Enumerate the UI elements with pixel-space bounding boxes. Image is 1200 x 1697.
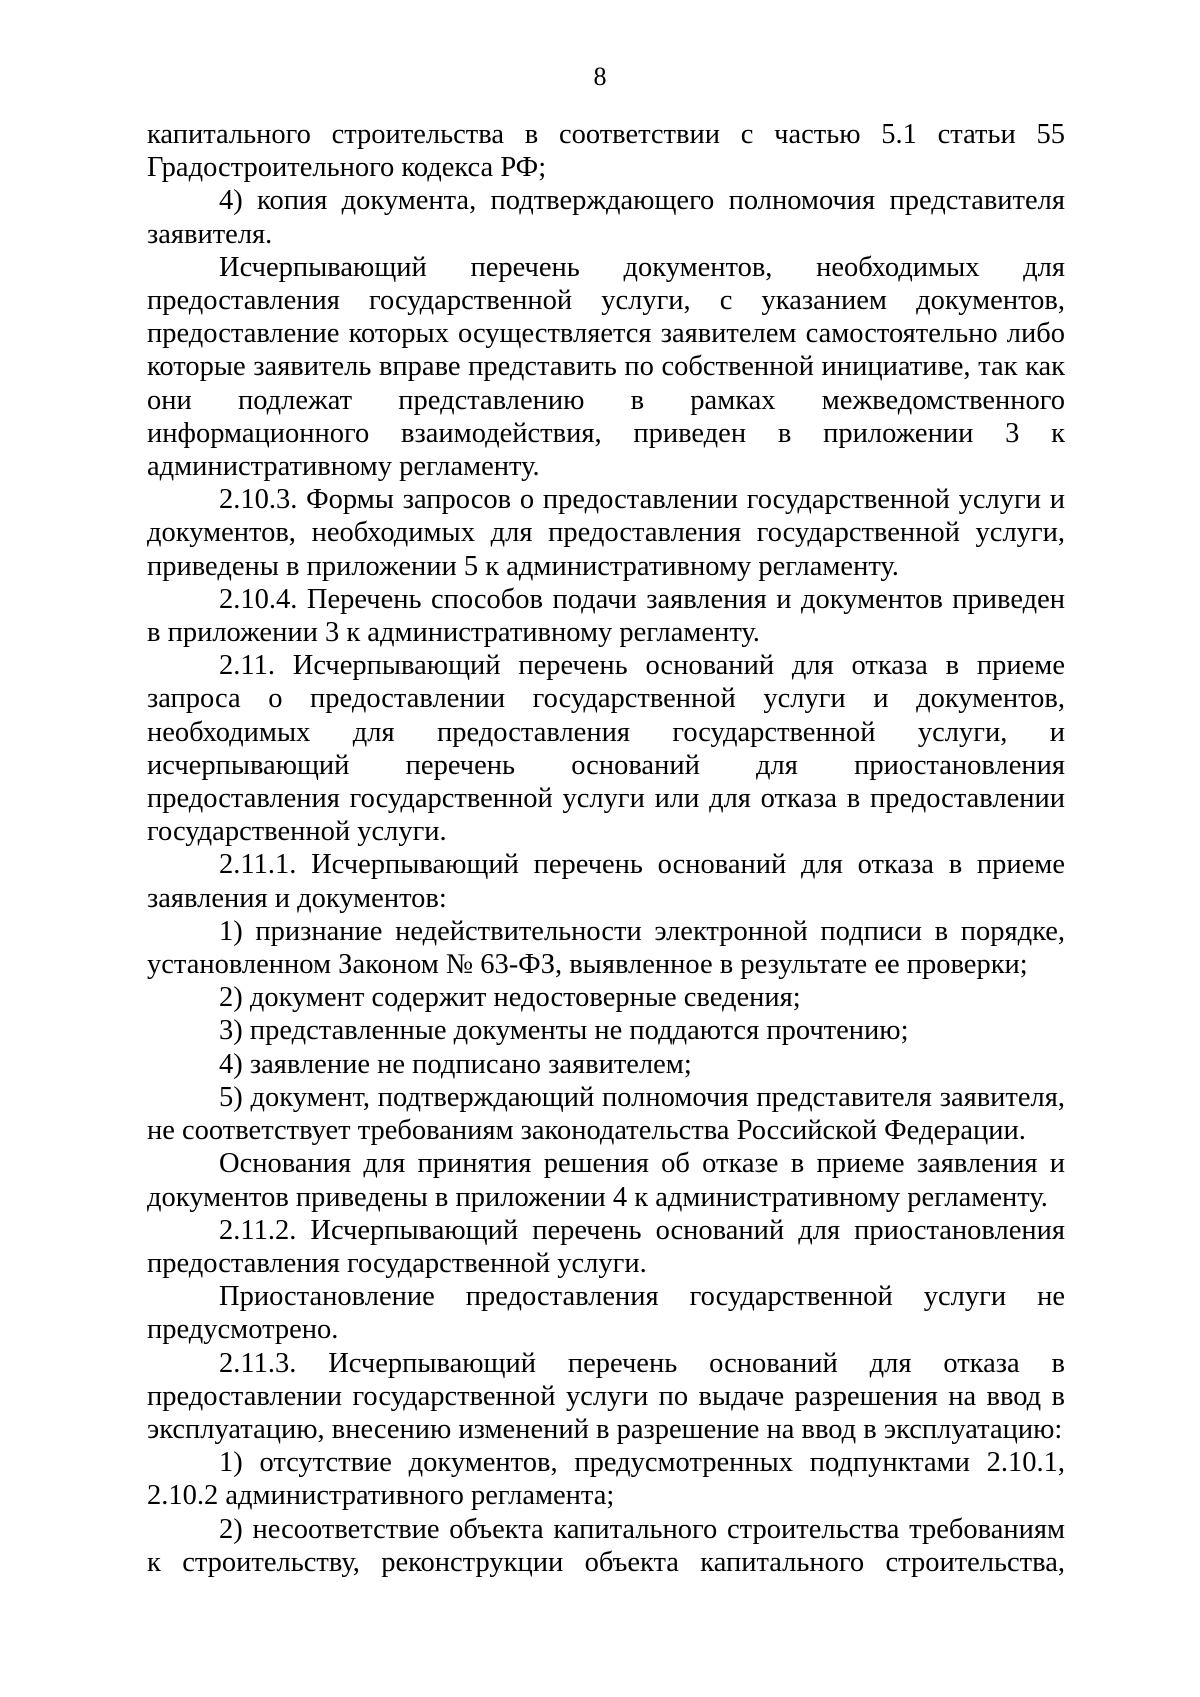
paragraph: 5) документ, подтверждающий полномочия представителя заявителя, не соответствует требованиям законодательства Российской Федерации. — [147, 1081, 1065, 1147]
paragraph: 1) признание недействительности электронной подписи в порядке, установленном Законом № 63-ФЗ, выявленное в результате ее проверки; — [147, 915, 1065, 981]
page-number: 8 — [593, 62, 607, 91]
paragraph: капитального строительства в соответствии с частью 5.1 статьи 55 Градостроительного кодекса РФ; — [147, 119, 1065, 184]
paragraph: 2) документ содержит недостоверные сведения; — [219, 982, 801, 1014]
paragraph: 4) заявление не подписано заявителем; — [219, 1048, 692, 1080]
paragraph: 2) несоответствие объекта капитального строительства требованиям к строительству, реконструкции объекта капитального строительства, — [147, 1513, 1065, 1578]
paragraph: 1) отсутствие документов, предусмотренных подпунктами 2.10.1, 2.10.2 административного регламента; — [147, 1447, 1065, 1512]
paragraph: 4) копия документа, подтверждающего полномочия представителя заявителя. — [147, 185, 1065, 250]
paragraph: 2.11.3. Исчерпывающий перечень оснований для отказа в предоставлении государственной услуги по выдаче разрешения на ввод в эксплуатацию, внесению изменений в разрешение на ввод в эксплуатацию: — [147, 1347, 1065, 1445]
paragraph: 2.10.3. Формы запросов о предоставлении государственной услуги и документов, необходимых для предоставления государственной услуги, приведены в приложении 5 к административному регламенту. — [147, 484, 1065, 582]
paragraph: 2.10.4. Перечень способов подачи заявления и документов приведен в приложении 3 к административному регламенту. — [147, 583, 1065, 649]
paragraph: 3) представленные документы не поддаются прочтению; — [219, 1015, 909, 1047]
paragraph: Исчерпывающий перечень документов, необходимых для предоставления государственной услуги, с указанием документов, предоставление которых осуществляется заявителем самостоятельно либо которые заявитель вправе представить по собственной инициативе, так как они подлежат представлению в рамках межведомственного информационного взаимодействия, приведен в приложении 3 к административному регламенту. — [147, 251, 1065, 483]
document-body — [147, 118, 1065, 1579]
paragraph: 2.11.1. Исчерпывающий перечень оснований для отказа в приеме заявления и документов: — [147, 849, 1065, 914]
paragraph: 2.11. Исчерпывающий перечень оснований для отказа в приеме запроса о предоставлении государственной услуги и документов, необходимых для предоставления государственной услуги, и исчерпывающий перечень оснований для приостановления предоставления государственной услуги или для отказа в предоставлении государственной услуги. — [147, 650, 1065, 848]
paragraph: 2.11.2. Исчерпывающий перечень оснований для приостановления предоставления государственной услуги. — [147, 1214, 1065, 1279]
paragraph: Приостановление предоставления государственной услуги не предусмотрено. — [147, 1281, 1065, 1346]
paragraph: Основания для принятия решения об отказе в приеме заявления и документов приведены в приложении 4 к административному регламенту. — [147, 1148, 1065, 1213]
